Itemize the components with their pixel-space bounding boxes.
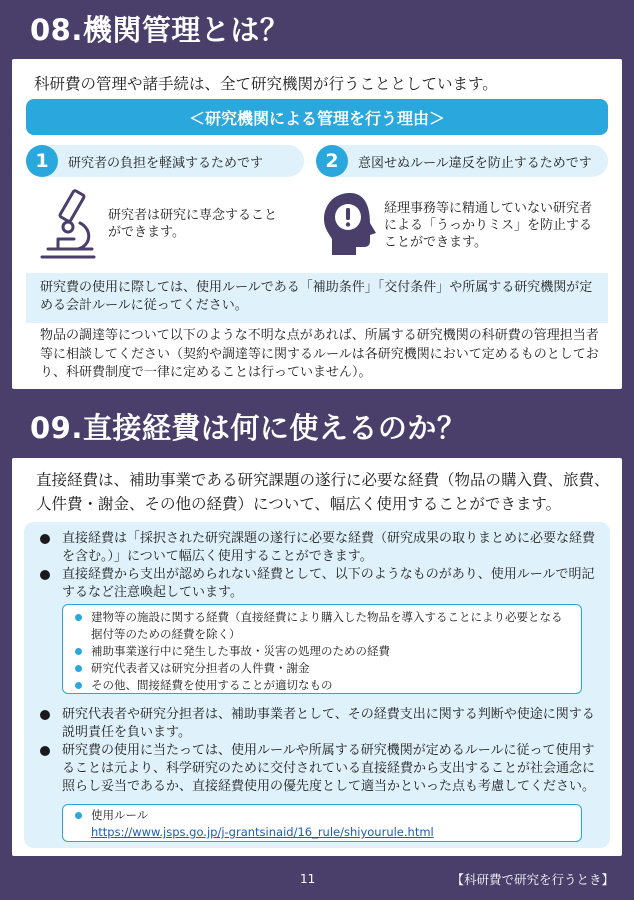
excluded-costs-box <box>62 604 582 694</box>
reason-2-number: 2 <box>316 145 348 177</box>
reason-header: ＜研究機関による管理を行う理由＞ <box>26 99 608 135</box>
usage-rule-note: 研究費の使用に際しては、使用ルールである「補助条件」「交付条件」や所属する研究機関が定める会計ルールに従ってください。 <box>26 273 608 323</box>
list-item: 建物等の施設に関する経費（直接経費により購入した物品を導入することにより必要となる据付等のための経費を除く） <box>73 609 563 643</box>
reason-1-pill <box>26 145 304 177</box>
reason-2-desc: 経理事務等に精通していない研究者による「うっかりミス」を防止することができます。 <box>384 201 593 250</box>
list-item: 直接経費は「採択された研究課題の遂行に必要な経費（研究成果の取りまとめに必要な経費を含む。）」について幅広く使用することができます。 <box>38 530 600 566</box>
list-item: その他、間接経費を使用することが適切なもの <box>73 677 563 694</box>
excluded-costs-list <box>73 609 563 694</box>
list-item: 研究費の使用に当たっては、使用ルールや所属する研究機関が定めるルールに従って使用することは元より、科学研究のために交付されている直接経費から支出することが社会通念に照らし妥当であるか、直接経費使用の優先度として適当かといった点も考慮してください。 <box>38 742 600 796</box>
list-item: 研究代表者や研究分担者は、補助事業者として、その経費支出に関する判断や使途に関する説明責任を負います。 <box>38 706 600 742</box>
direct-cost-list-box <box>24 522 610 848</box>
reason-2-title: 意図せぬルール違反を防止するためです <box>358 155 592 171</box>
bullet-icon <box>40 534 50 544</box>
bullet-icon <box>75 812 82 819</box>
section-09-intro: 直接経費は、補助事業である研究課題の遂行に必要な経費（物品の購入費、旅費、人件費・謝金、その他の経費）について、幅広く使用することができます。 <box>36 471 610 513</box>
bullet-icon <box>75 648 82 655</box>
bullet-icon <box>75 665 82 672</box>
bullet-icon <box>40 570 50 580</box>
section-08-panel <box>12 59 622 389</box>
footer-tag: 【科研費で研究を行うとき】 <box>451 872 614 887</box>
bullets-bottom <box>38 706 600 796</box>
microscope-icon <box>34 187 100 265</box>
section-09-title: 09.直接経費は何に使えるのか？ <box>30 410 467 445</box>
bullet-icon <box>40 710 50 720</box>
section-09-panel <box>12 458 622 856</box>
list-item: 研究代表者又は研究分担者の人件費・謝金 <box>73 660 563 677</box>
section-08-title: 08.機関管理とは？ <box>30 12 290 47</box>
bullet-icon <box>75 682 82 689</box>
reason-1-desc: 研究者は研究に専念することができます。 <box>108 208 278 240</box>
consultation-note: 物品の調達等について以下のような不明な点があれば、所属する研究機関の科研費の管理担当者等に相談してください（契約や調達等に関するルールは各研究機関において定めるものとしており、科研費制度で一律に定めることは行っていません）。 <box>40 328 599 380</box>
page-number: 11 <box>300 872 316 886</box>
bullets-top <box>38 530 600 602</box>
list-item: 直接経費から支出が認められない経費として、以下のようなものがあり、使用ルールで明記するなど注意喚起しています。 <box>38 566 600 602</box>
list-item <box>73 824 563 841</box>
reason-1-title: 研究者の負担を軽減するためです <box>68 155 264 171</box>
bullet-icon <box>40 746 50 756</box>
list-item: 補助事業遂行中に発生した事故・災害の処理のための経費 <box>73 643 563 660</box>
rule-url-link[interactable]: https://www.jsps.go.jp/j-grantsinaid/16_rule/shiyourule.html <box>91 825 434 839</box>
section-08-intro: 科研費の管理や諸手続は、全て研究機関が行うこととしています。 <box>34 75 498 93</box>
head-alert-icon <box>320 189 382 263</box>
list-item: 使用ルール <box>73 807 563 824</box>
rule-link-list <box>73 807 563 841</box>
reason-2-pill <box>316 145 608 177</box>
bullet-icon <box>75 614 82 621</box>
reason-1-number: 1 <box>26 145 58 177</box>
rule-link-box <box>62 804 582 842</box>
